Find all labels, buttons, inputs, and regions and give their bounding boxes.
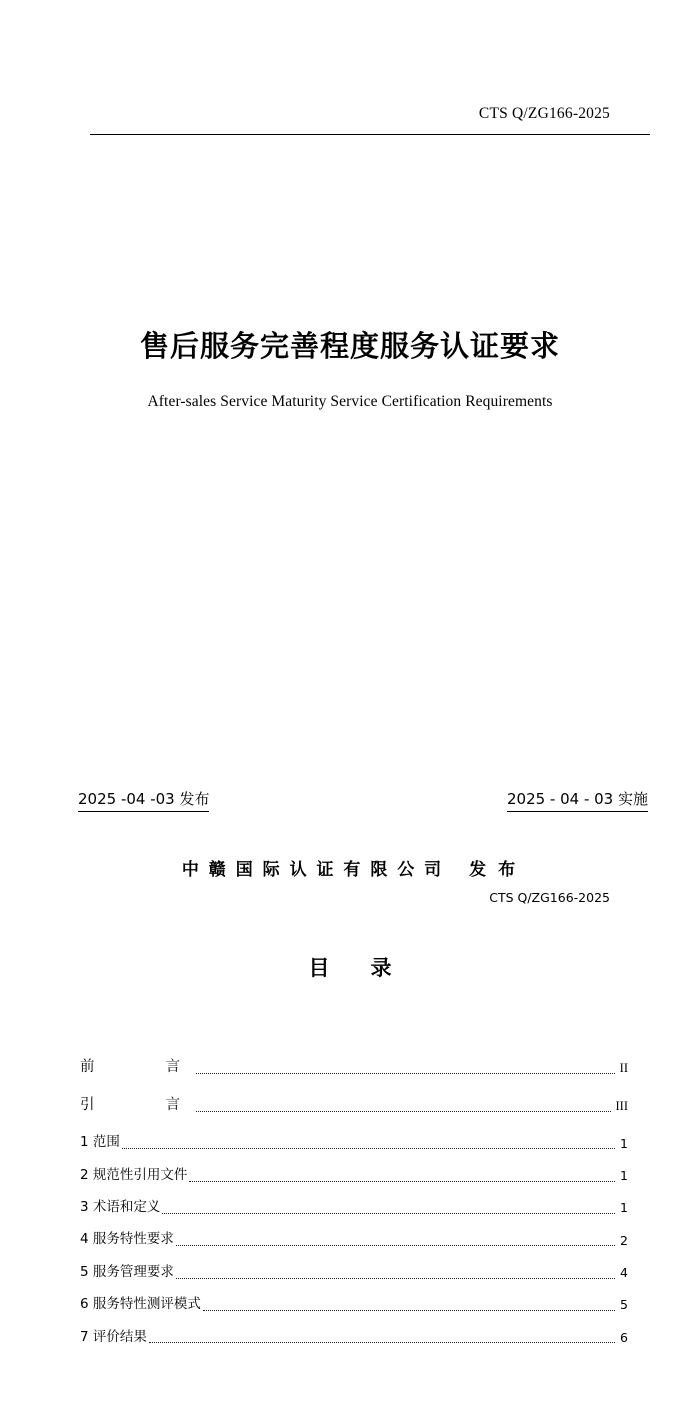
toc-entry-label: 前 言 xyxy=(80,1059,194,1075)
header-divider xyxy=(90,134,650,135)
toc-entry-page: 2 xyxy=(620,1232,628,1248)
publication-dates-row xyxy=(78,786,648,812)
toc-entry-page: 1 xyxy=(620,1200,628,1216)
toc-leader-dots xyxy=(196,1105,611,1112)
toc-leader-dots xyxy=(176,1272,615,1279)
toc-leader-dots xyxy=(203,1304,615,1311)
toc-entry[interactable] xyxy=(80,1096,628,1114)
toc-entry[interactable] xyxy=(80,1167,628,1184)
toc-entry[interactable] xyxy=(80,1231,628,1248)
toc-entry[interactable] xyxy=(80,1134,628,1151)
toc-entry-label: 1 范围 xyxy=(80,1134,120,1151)
issuer-action-label: 发 布 xyxy=(469,860,519,880)
publish-date: 2025 -04 -03 发布 xyxy=(78,788,209,812)
toc-list xyxy=(80,1058,628,1361)
toc-leader-dots xyxy=(196,1067,615,1074)
toc-entry-page: 1 xyxy=(620,1167,628,1183)
toc-leader-dots xyxy=(122,1142,615,1149)
toc-entry-label: 2 规范性引用文件 xyxy=(80,1166,188,1183)
toc-entry-label: 7 评价结果 xyxy=(80,1328,147,1345)
document-title-english: After-sales Service Maturity Service Certification Requirements xyxy=(147,393,553,410)
toc-leader-dots xyxy=(162,1207,615,1214)
toc-entry-page: III xyxy=(615,1098,628,1113)
toc-entry[interactable] xyxy=(80,1264,628,1281)
toc-leader-dots xyxy=(189,1175,615,1182)
toc-entry-page: 4 xyxy=(620,1265,628,1280)
document-title-chinese: 售后服务完善程度服务认证要求 xyxy=(139,329,560,363)
toc-entry[interactable] xyxy=(80,1329,628,1346)
issuer-name: 中 赣 国 际 认 证 有 限 公 司 xyxy=(181,860,444,880)
toc-entry[interactable] xyxy=(80,1296,628,1313)
toc-heading: 目 录 xyxy=(308,956,402,980)
issuing-organization xyxy=(0,855,700,880)
implementation-date: 2025 - 04 - 03 实施 xyxy=(507,788,648,812)
toc-entry-page: 1 xyxy=(620,1135,628,1151)
toc-entry-label: 6 服务特性测评模式 xyxy=(80,1296,201,1313)
toc-entry-page: II xyxy=(619,1060,628,1075)
standard-code-header: CTS Q/ZG166-2025 xyxy=(478,105,610,122)
toc-entry-label: 4 服务特性要求 xyxy=(80,1231,174,1248)
toc-entry[interactable] xyxy=(80,1199,628,1216)
toc-leader-dots xyxy=(149,1336,615,1343)
toc-entry-label: 3 术语和定义 xyxy=(80,1199,161,1215)
toc-entry-page: 6 xyxy=(620,1329,628,1345)
toc-leader-dots xyxy=(176,1239,615,1246)
toc-entry-page: 5 xyxy=(620,1297,628,1313)
toc-standard-code: CTS Q/ZG166-2025 xyxy=(489,890,610,905)
toc-entry-label: 5 服务管理要求 xyxy=(80,1263,174,1280)
toc-entry[interactable] xyxy=(80,1058,628,1076)
toc-entry-label: 引 言 xyxy=(80,1097,194,1114)
